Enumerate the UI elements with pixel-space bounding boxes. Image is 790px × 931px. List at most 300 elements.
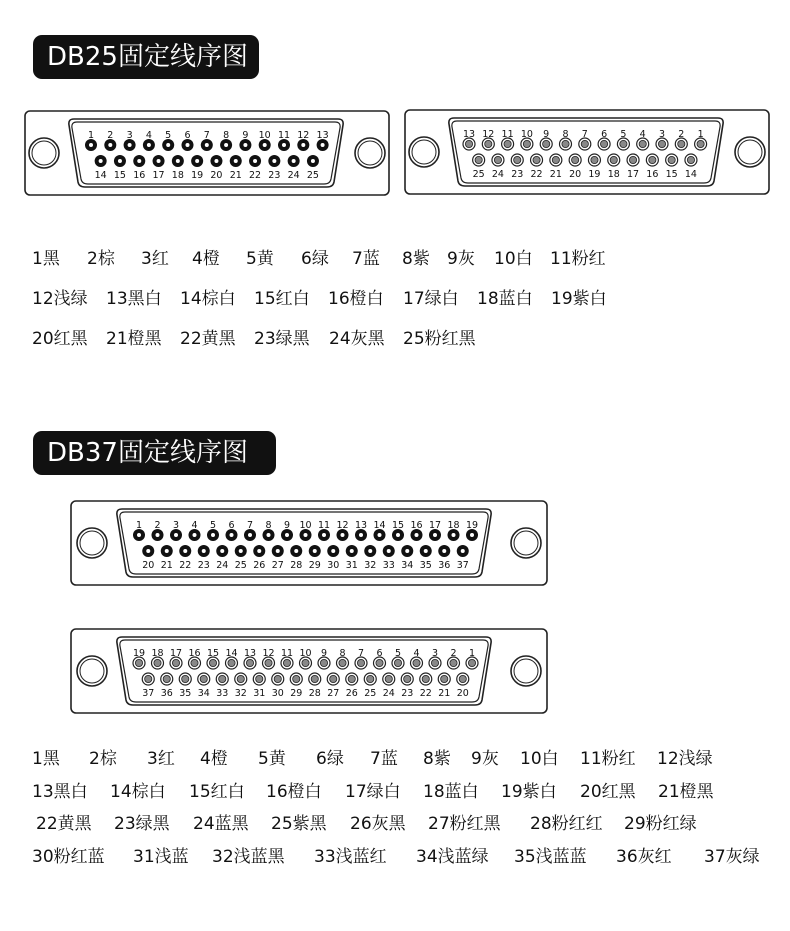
pin-label-10: 10 — [258, 130, 271, 141]
pin-17-socket — [629, 156, 636, 163]
legend-item: 1黑 — [32, 749, 60, 769]
pin-label-34: 34 — [401, 560, 414, 571]
pin-21-socket — [441, 675, 448, 682]
legend-item: 29粉红绿 — [624, 814, 697, 834]
pin-18-socket — [610, 156, 617, 163]
pin-label-28: 28 — [290, 560, 303, 571]
pin-label-20: 20 — [142, 560, 155, 571]
pin-16-socket — [191, 659, 198, 666]
pin-3-socket — [431, 659, 438, 666]
pin-label-2: 2 — [107, 130, 114, 141]
pin-21-socket — [552, 156, 559, 163]
pin-label-11: 11 — [501, 129, 514, 140]
db37-title: DB37固定线序图 — [33, 431, 276, 475]
legend-item: 30粉红蓝 — [32, 846, 105, 867]
pin-17-center — [157, 159, 161, 163]
legend-item: 20红黑 — [32, 329, 88, 349]
pin-18-center — [176, 159, 180, 163]
pin-label-29: 29 — [308, 560, 321, 571]
pin-label-6: 6 — [601, 129, 608, 140]
mounting-hole-left — [29, 138, 59, 168]
pin-11-socket — [283, 659, 290, 666]
pin-2-socket — [678, 140, 685, 147]
pin-22-center — [253, 159, 257, 163]
legend-item: 22黄黑 — [180, 329, 236, 349]
legend-item: 37灰绿 — [704, 846, 760, 867]
pin-17-socket — [172, 659, 179, 666]
pin-9-socket — [543, 140, 550, 147]
legend-item: 8紫 — [423, 749, 451, 769]
pin-5-center — [166, 143, 170, 147]
pin-30-socket — [274, 675, 281, 682]
pin-5-center — [211, 533, 215, 537]
pin-label-8: 8 — [339, 648, 346, 659]
pin-23-socket — [514, 156, 521, 163]
pin-label-16: 16 — [133, 170, 146, 181]
pin-label-32: 32 — [234, 688, 247, 699]
pin-29-center — [313, 549, 317, 553]
legend-item: 25紫黑 — [271, 814, 327, 834]
pin-label-25: 25 — [364, 688, 377, 699]
pin-label-26: 26 — [345, 688, 358, 699]
pin-9-center — [285, 533, 289, 537]
pin-label-4: 4 — [639, 129, 646, 140]
pin-27-center — [276, 549, 280, 553]
legend-item: 1黑 — [32, 249, 60, 269]
pin-14-socket — [687, 156, 694, 163]
pin-label-23: 23 — [268, 170, 281, 181]
pin-label-3: 3 — [431, 648, 439, 659]
pin-13-socket — [465, 140, 472, 147]
pin-11-socket — [504, 140, 511, 147]
pin-32-socket — [237, 675, 244, 682]
pin-label-2: 2 — [450, 648, 457, 659]
pin-label-13: 13 — [462, 129, 476, 140]
pin-label-21: 21 — [438, 688, 451, 699]
legend-item: 9灰 — [471, 749, 499, 769]
db25-female-connector — [404, 109, 770, 195]
pin-label-21: 21 — [160, 560, 173, 571]
legend-item: 6绿 — [301, 249, 329, 269]
pin-label-8: 8 — [265, 520, 272, 531]
pin-21-center — [165, 549, 169, 553]
pin-label-8: 8 — [562, 129, 569, 140]
pin-label-29: 29 — [290, 688, 303, 699]
pin-28-center — [294, 549, 298, 553]
pin-label-20: 20 — [569, 169, 582, 180]
pin-label-22: 22 — [179, 560, 192, 571]
pin-20-center — [214, 159, 218, 163]
pin-label-2: 2 — [678, 129, 685, 140]
pin-3-center — [174, 533, 178, 537]
pin-label-36: 36 — [160, 688, 173, 699]
pin-7-center — [248, 533, 252, 537]
legend-item: 28粉红红 — [530, 814, 603, 834]
pin-34-center — [405, 549, 409, 553]
legend-item: 31浅蓝 — [133, 846, 189, 867]
pin-label-34: 34 — [197, 688, 210, 699]
pin-33-socket — [219, 675, 226, 682]
pin-label-35: 35 — [419, 560, 432, 571]
pin-12-center — [301, 143, 305, 147]
pin-24-center — [292, 159, 296, 163]
pin-label-2: 2 — [154, 520, 161, 531]
legend-row — [0, 327, 790, 351]
legend-item: 23绿黑 — [114, 814, 170, 834]
pin-label-30: 30 — [271, 688, 284, 699]
pin-1-socket — [697, 140, 704, 147]
pin-19-center — [470, 533, 474, 537]
pin-12-center — [341, 533, 345, 537]
pin-label-23: 23 — [511, 169, 524, 180]
legend-item: 17绿白 — [403, 289, 459, 309]
legend-item: 15红白 — [189, 781, 245, 802]
pin-label-19: 19 — [132, 648, 146, 659]
pin-35-center — [424, 549, 428, 553]
pin-label-7: 7 — [246, 520, 254, 531]
pin-27-socket — [330, 675, 337, 682]
pin-22-center — [183, 549, 187, 553]
pin-13-center — [321, 143, 325, 147]
pin-label-18: 18 — [151, 648, 164, 659]
pin-label-15: 15 — [665, 169, 678, 180]
legend-item: 18蓝白 — [423, 781, 479, 802]
pin-8-socket — [339, 659, 346, 666]
pin-37-center — [461, 549, 465, 553]
legend-row — [0, 845, 790, 869]
pin-9-socket — [320, 659, 327, 666]
pin-label-18: 18 — [607, 169, 620, 180]
pin-7-center — [205, 143, 209, 147]
pin-label-36: 36 — [438, 560, 451, 571]
pin-label-26: 26 — [253, 560, 266, 571]
db37-male-connector — [70, 500, 548, 586]
pin-8-socket — [562, 140, 569, 147]
pin-label-10: 10 — [299, 520, 312, 531]
pin-label-17: 17 — [428, 520, 442, 531]
pin-24-socket — [385, 675, 392, 682]
pin-31-socket — [256, 675, 263, 682]
pin-label-16: 16 — [646, 169, 659, 180]
legend-item: 32浅蓝黑 — [212, 846, 285, 867]
pin-label-37: 37 — [142, 688, 155, 699]
pin-label-14: 14 — [225, 648, 238, 659]
legend-item: 27粉红黑 — [428, 814, 501, 834]
legend-item: 14棕白 — [180, 289, 236, 309]
db25-title: DB25固定线序图 — [33, 35, 259, 79]
legend-item: 2棕 — [87, 249, 115, 269]
pin-label-1: 1 — [87, 130, 95, 141]
pin-label-7: 7 — [357, 648, 365, 659]
pin-2-center — [108, 143, 112, 147]
pin-25-center — [239, 549, 243, 553]
pin-label-19: 19 — [191, 170, 204, 181]
pin-label-32: 32 — [364, 560, 377, 571]
legend-item: 16橙白 — [328, 289, 384, 309]
pin-label-7: 7 — [203, 130, 210, 141]
legend-item: 14棕白 — [110, 781, 166, 802]
pin-label-13: 13 — [316, 130, 329, 141]
legend-item: 7蓝 — [370, 749, 398, 769]
pin-label-1: 1 — [697, 129, 704, 140]
pin-5-socket — [394, 659, 401, 666]
pin-label-27: 27 — [271, 560, 284, 571]
pin-label-12: 12 — [482, 129, 495, 140]
pin-label-23: 23 — [197, 560, 210, 571]
pin-13-center — [359, 533, 363, 537]
pin-label-22: 22 — [530, 169, 543, 180]
pin-label-18: 18 — [171, 170, 184, 181]
pin-15-center — [396, 533, 400, 537]
pin-6-socket — [376, 659, 383, 666]
pin-label-16: 16 — [188, 648, 201, 659]
pin-label-31: 31 — [345, 560, 358, 571]
legend-row — [0, 780, 790, 804]
pin-label-24: 24 — [382, 688, 395, 699]
pin-10-center — [263, 143, 267, 147]
pin-label-31: 31 — [253, 688, 266, 699]
pin-label-5: 5 — [620, 129, 627, 140]
pin-33-center — [387, 549, 391, 553]
pin-17-center — [433, 533, 437, 537]
pin-label-6: 6 — [228, 520, 235, 531]
pin-label-25: 25 — [234, 560, 247, 571]
pin-35-socket — [182, 675, 189, 682]
legend-item: 15红白 — [254, 289, 310, 309]
pin-16-center — [137, 159, 141, 163]
legend-item: 11粉红 — [550, 249, 606, 269]
pin-label-28: 28 — [308, 688, 321, 699]
pin-10-socket — [302, 659, 309, 666]
mounting-hole-right — [355, 138, 385, 168]
legend-item: 19紫白 — [551, 289, 607, 309]
legend-item: 10白 — [520, 749, 559, 769]
pin-37-socket — [145, 675, 152, 682]
pin-label-5: 5 — [209, 520, 217, 531]
pin-label-14: 14 — [94, 170, 107, 181]
db25-male-connector — [24, 110, 390, 196]
pin-23-center — [272, 159, 276, 163]
legend-item: 12浅绿 — [32, 289, 88, 309]
legend-item: 20红黑 — [580, 781, 636, 802]
pin-19-center — [195, 159, 199, 163]
pin-4-socket — [413, 659, 420, 666]
pin-24-center — [220, 549, 224, 553]
mounting-hole-right — [511, 528, 541, 558]
pin-14-center — [378, 533, 382, 537]
pin-label-16: 16 — [410, 520, 423, 531]
pin-label-35: 35 — [179, 688, 192, 699]
pin-20-center — [146, 549, 150, 553]
pin-label-4: 4 — [191, 520, 198, 531]
legend-item: 3红 — [147, 749, 175, 769]
legend-item: 4橙 — [192, 249, 220, 269]
pin-label-15: 15 — [113, 170, 126, 181]
pin-12-socket — [265, 659, 272, 666]
pin-label-11: 11 — [277, 130, 291, 141]
pin-25-socket — [367, 675, 374, 682]
pin-10-center — [304, 533, 308, 537]
pin-label-23: 23 — [401, 688, 414, 699]
legend-item: 13黑白 — [32, 781, 88, 802]
legend-item: 24蓝黑 — [193, 814, 249, 834]
pin-label-6: 6 — [376, 648, 383, 659]
pin-label-9: 9 — [543, 129, 550, 140]
pin-label-20: 20 — [210, 170, 223, 181]
legend-item: 24灰黑 — [329, 329, 385, 349]
pin-label-19: 19 — [465, 520, 479, 531]
legend-item: 25粉红黑 — [403, 329, 476, 349]
mounting-hole-right — [511, 656, 541, 686]
pin-label-12: 12 — [336, 520, 349, 531]
pin-5-socket — [620, 140, 627, 147]
pin-label-25: 25 — [472, 169, 485, 180]
pin-12-socket — [485, 140, 492, 147]
pin-25-center — [311, 159, 315, 163]
pin-22-socket — [533, 156, 540, 163]
pin-3-socket — [658, 140, 665, 147]
legend-item: 8紫 — [402, 249, 430, 269]
legend-item: 23绿黑 — [254, 329, 310, 349]
pin-label-24: 24 — [216, 560, 229, 571]
pin-10-socket — [523, 140, 530, 147]
legend-item: 33浅蓝红 — [314, 846, 387, 867]
pin-label-25: 25 — [306, 170, 319, 181]
pin-label-21: 21 — [229, 170, 242, 181]
pin-20-socket — [459, 675, 466, 682]
legend-item: 21橙黑 — [658, 781, 714, 802]
legend-row — [0, 747, 790, 771]
mounting-hole-left — [409, 137, 439, 167]
pin-36-socket — [163, 675, 170, 682]
legend-row — [0, 812, 790, 836]
pin-label-18: 18 — [447, 520, 460, 531]
pin-label-11: 11 — [317, 520, 331, 531]
pin-23-socket — [404, 675, 411, 682]
pin-label-14: 14 — [684, 169, 697, 180]
db37-female-connector — [70, 628, 548, 714]
pin-4-center — [147, 143, 151, 147]
pin-15-socket — [209, 659, 216, 666]
pin-3-center — [128, 143, 132, 147]
pin-label-6: 6 — [184, 130, 191, 141]
pin-label-13: 13 — [243, 648, 257, 659]
mounting-hole-left — [77, 656, 107, 686]
pin-8-center — [224, 143, 228, 147]
pin-label-4: 4 — [413, 648, 420, 659]
pin-15-center — [118, 159, 122, 163]
pin-label-37: 37 — [456, 560, 469, 571]
pin-label-27: 27 — [327, 688, 340, 699]
legend-item: 10白 — [494, 249, 533, 269]
legend-item: 16橙白 — [266, 781, 322, 802]
pin-label-12: 12 — [297, 130, 310, 141]
pin-label-1: 1 — [468, 648, 476, 659]
pin-32-center — [368, 549, 372, 553]
legend-item: 12浅绿 — [657, 749, 713, 769]
pin-18-center — [452, 533, 456, 537]
pin-6-center — [230, 533, 234, 537]
pin-28-socket — [311, 675, 318, 682]
pin-label-8: 8 — [223, 130, 230, 141]
pin-22-socket — [422, 675, 429, 682]
legend-item: 7蓝 — [352, 249, 380, 269]
pin-label-3: 3 — [658, 129, 666, 140]
pin-14-socket — [228, 659, 235, 666]
pin-label-33: 33 — [382, 560, 395, 571]
pin-18-socket — [154, 659, 161, 666]
pin-7-socket — [357, 659, 364, 666]
pin-label-5: 5 — [165, 130, 172, 141]
legend-item: 11粉红 — [580, 749, 636, 769]
pin-label-3: 3 — [172, 520, 180, 531]
legend-row — [0, 287, 790, 311]
pin-label-30: 30 — [327, 560, 340, 571]
pin-1-socket — [468, 659, 475, 666]
legend-item: 19紫白 — [501, 781, 557, 802]
pin-34-socket — [200, 675, 207, 682]
pin-label-13: 13 — [354, 520, 368, 531]
pin-label-10: 10 — [520, 129, 533, 140]
pin-7-socket — [581, 140, 588, 147]
pin-11-center — [282, 143, 286, 147]
pin-26-center — [257, 549, 261, 553]
pin-label-4: 4 — [145, 130, 152, 141]
pin-26-socket — [348, 675, 355, 682]
pin-19-socket — [135, 659, 142, 666]
pin-23-center — [202, 549, 206, 553]
pin-label-24: 24 — [491, 169, 504, 180]
pin-6-center — [186, 143, 190, 147]
pin-label-5: 5 — [394, 648, 402, 659]
legend-item: 36灰红 — [616, 846, 672, 867]
pin-4-center — [193, 533, 197, 537]
pin-label-17: 17 — [152, 170, 165, 181]
pin-label-1: 1 — [135, 520, 143, 531]
pin-6-socket — [601, 140, 608, 147]
pin-label-22: 22 — [419, 688, 432, 699]
pin-label-15: 15 — [206, 648, 220, 659]
legend-item: 6绿 — [316, 749, 344, 769]
legend-item: 17绿白 — [345, 781, 401, 802]
pin-21-center — [234, 159, 238, 163]
pin-label-12: 12 — [262, 648, 275, 659]
pin-4-socket — [639, 140, 646, 147]
pin-19-socket — [591, 156, 598, 163]
legend-item: 3红 — [141, 249, 169, 269]
pin-label-3: 3 — [126, 130, 133, 141]
pin-label-9: 9 — [283, 520, 291, 531]
pin-25-socket — [475, 156, 482, 163]
pin-16-socket — [649, 156, 656, 163]
pin-label-20: 20 — [456, 688, 469, 699]
pin-label-17: 17 — [627, 169, 640, 180]
pin-label-7: 7 — [581, 129, 588, 140]
legend-item: 26灰黑 — [350, 814, 406, 834]
pin-8-center — [267, 533, 271, 537]
pin-11-center — [322, 533, 326, 537]
legend-item: 18蓝白 — [477, 289, 533, 309]
legend-row — [0, 247, 790, 271]
mounting-hole-left — [77, 528, 107, 558]
mounting-hole-right — [735, 137, 765, 167]
pin-label-33: 33 — [216, 688, 229, 699]
pin-30-center — [331, 549, 335, 553]
legend-item: 2棕 — [89, 749, 117, 769]
legend-item: 5黄 — [246, 249, 274, 269]
pin-label-9: 9 — [320, 648, 328, 659]
pin-label-9: 9 — [242, 130, 249, 141]
